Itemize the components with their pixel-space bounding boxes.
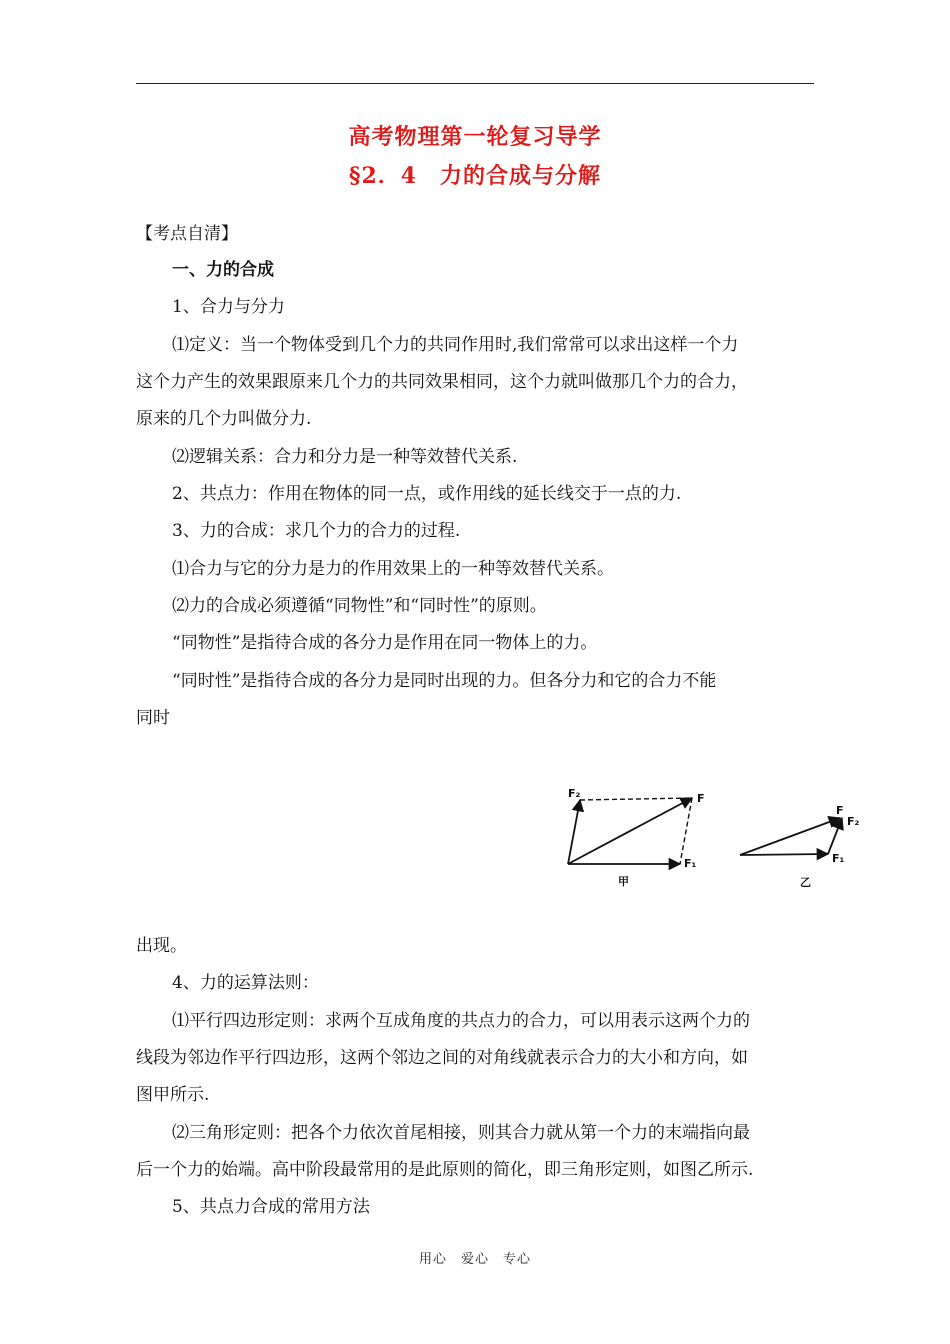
label-F1-b: F₁: [832, 852, 845, 865]
item-3-line: 3、力的合成：求几个力的合力的过程.: [172, 521, 461, 541]
paragraph-line: ⑵逻辑关系：合力和分力是一种等效替代关系.: [172, 447, 518, 467]
item-4-heading: 4、力的运算法则：: [172, 973, 319, 993]
paragraph-line: ⑵三角形定则：把各个力依次首尾相接，则其合力就从第一个力的末端指向最: [172, 1123, 750, 1143]
force-diagram: [560, 780, 870, 900]
paragraph-line: “同时性”是指待合成的各分力是同时出现的力。但各分力和它的合力不能: [172, 671, 717, 691]
caption-a: 甲: [618, 875, 629, 888]
label-F-a: F: [697, 792, 705, 805]
section-subtitle: §2．4 力的合成与分解: [348, 163, 602, 189]
paragraph-line: 后一个力的始端。高中阶段最常用的是此原则的简化，即三角形定则，如图乙所示.: [136, 1160, 754, 1180]
force-diagram-svg: [560, 780, 870, 900]
dashed-edge-top: [580, 798, 692, 800]
paragraph-line: 原来的几个力叫做分力.: [136, 409, 312, 429]
label-F2-b: F₂: [847, 815, 860, 828]
subsection-heading: 一、力的合成: [172, 260, 274, 280]
vector-F-b: [740, 818, 840, 855]
label-F1-a: F₁: [684, 857, 697, 870]
vector-F2-b: [828, 818, 842, 854]
label-F2-a: F₂: [568, 787, 581, 800]
vector-F2-a: [568, 800, 580, 864]
paragraph-line: 这个力产生的效果跟原来几个力的共同效果相同，这个力就叫做那几个力的合力，: [136, 372, 748, 392]
item-2-line: 2、共点力：作用在物体的同一点，或作用线的延长线交于一点的力.: [172, 484, 682, 504]
paragraph-line: ⑵力的合成必须遵循“同物性”和“同时性”的原则。: [172, 596, 547, 616]
item-1-heading: 1、合力与分力: [172, 297, 285, 317]
item-5-heading: 5、共点力合成的常用方法: [172, 1197, 370, 1217]
paragraph-line: 同时: [136, 708, 170, 728]
document-title: 高考物理第一轮复习导学: [348, 124, 602, 150]
dashed-edge-right: [680, 798, 692, 864]
vector-F1-b: [740, 854, 828, 855]
paragraph-line: “同物性”是指待合成的各分力是作用在同一物体上的力。: [172, 633, 598, 653]
paragraph-line: ⑴定义：当一个物体受到几个力的共同作用时,我们常常可以求出这样一个力: [172, 335, 739, 355]
page-footer: 用心 爱心 专心: [418, 1252, 531, 1267]
paragraph-line: 出现。: [136, 936, 187, 956]
paragraph-line: ⑴平行四边形定则：求两个互成角度的共点力的合力，可以用表示这两个力的: [172, 1011, 750, 1031]
label-F-b: F: [836, 804, 844, 817]
section-heading: 【考点自清】: [136, 224, 238, 244]
vector-F-a: [568, 798, 692, 864]
paragraph-line: 图甲所示.: [136, 1085, 210, 1105]
caption-b: 乙: [800, 876, 811, 889]
paragraph-line: 线段为邻边作平行四边形，这两个邻边之间的对角线就表示合力的大小和方向，如: [136, 1048, 748, 1068]
header-rule: [136, 83, 814, 84]
paragraph-line: ⑴合力与它的分力是力的作用效果上的一种等效替代关系。: [172, 559, 614, 579]
